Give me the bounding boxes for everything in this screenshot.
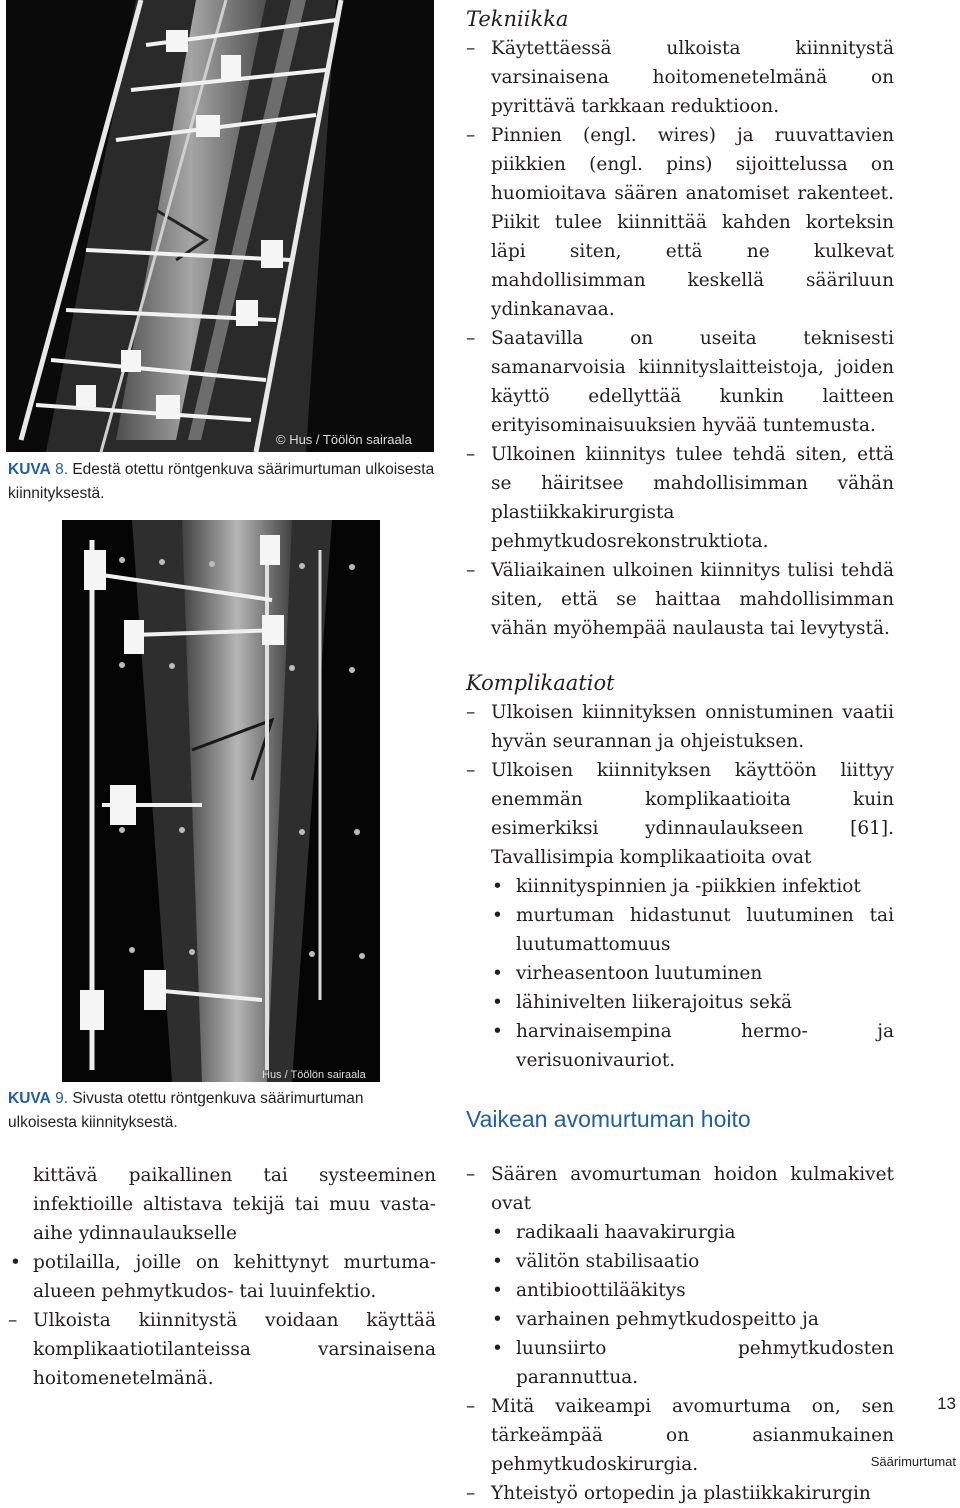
page-number: 13 (937, 1394, 956, 1413)
list-item: • kiinnityspinnien ja -piikkien infektiot (466, 872, 894, 901)
continued-paragraph: kittävä paikallinen tai systeeminen infektioille altistava tekijä tai muu vasta-aihe ydinnaulaukselle (33, 1165, 436, 1244)
figure-9-caption (8, 1087, 436, 1135)
running-footer: Säärimurtumat (870, 1454, 956, 1469)
section-heading-tekniikka: Tekniikka (466, 7, 569, 31)
list-item: • potilailla, joille on kehittynyt murtuma-alueen pehmytkudos- tai luuinfektio. (8, 1248, 436, 1306)
list-item: – Käytettäessä ulkoista kiinnitystä varsinaisena hoitomenetelmänä on pyrittävä tarkkaan reduktioon. (466, 34, 894, 121)
list-item: • harvinaisempina hermo- ja verisuonivauriot. (466, 1017, 894, 1075)
list-item: • lähinivelten liikerajoitus sekä (466, 988, 894, 1017)
xray-figure-8 (6, 0, 434, 452)
list-item: – Ulkoisen kiinnityksen onnistuminen vaatii hyvän seurannan ja ohjeistuksen. (466, 698, 894, 756)
list-item: – Yhteistyö ortopedin ja plastiikkakirurgin (466, 1479, 894, 1508)
list-item: • radikaali haavakirurgia (466, 1218, 894, 1247)
caption-number: 8. (55, 461, 69, 478)
list-item: – Mitä vaikeampi avomurtuma on, sen tärkeämpää on asianmukainen pehmytkudoskirurgia. (466, 1392, 894, 1479)
xray-figure-9 (62, 520, 380, 1082)
xray-8-credit: © Hus / Töölön sairaala (276, 432, 412, 447)
section-heading-komplikaatiot: Komplikaatiot (466, 671, 615, 695)
caption-label: KUVA (8, 1090, 51, 1107)
list-item: – Väliaikainen ulkoinen kiinnitys tulisi tehdä siten, että se haittaa mahdollisimman vähän myöhempää naulausta tai levytystä. (466, 556, 894, 643)
xray-9-image (62, 520, 380, 1082)
caption-text: Sivusta otettu röntgenkuva säärimurtuman ulkoisesta kiinnityksestä. (8, 1090, 364, 1131)
caption-number: 9. (55, 1090, 69, 1107)
list-item: • luunsiirto pehmytkudosten parannuttua. (466, 1334, 894, 1392)
list-item: • virheasentoon luutuminen (466, 959, 894, 988)
xray-9-credit: Hus / Töölön sairaala (262, 1069, 366, 1081)
list-item: – Saatavilla on useita teknisesti samanarvoisia kiinnityslaitteistoja, joiden käyttö edellyttää kunkin laitteen erityisominaisuuksien hyvää tuntemusta. (466, 324, 894, 440)
xray-8-image (6, 0, 434, 452)
list-item: – Ulkoisen kiinnityksen käyttöön liittyy enemmän komplikaatioita kuin esimerkiksi ydinnaulaukseen [61]. Tavallisimpia komplikaatioita ovat (466, 756, 894, 872)
caption-text: Edestä otettu röntgenkuva säärimurtuman ulkoisesta kiinnityksestä. (8, 461, 435, 502)
list-item: – Pinnien (engl. wires) ja ruuvattavien piikkien (engl. pins) sijoittelussa on huomioitava säären anatomiset rakenteet. Piikit tulee kiinnittää kahden korteksin läpi siten, että ne kulkevat mahdollisimman keskellä sääriluun ydinkanavaa. (466, 121, 894, 324)
list-item: • varhainen pehmytkudospeitto ja (466, 1305, 894, 1334)
list-item: • välitön stabilisaatio (466, 1247, 894, 1276)
list-item: – Ulkoista kiinnitystä voidaan käyttää komplikaatiotilanteissa varsinaisena hoitomenetelmänä. (8, 1306, 436, 1393)
right-column-text (466, 5, 894, 1508)
list-item: – Ulkoinen kiinnitys tulee tehdä siten, että se häiritsee mahdollisimman vähän plastiikkakirurgista pehmytkudosrekonstruktiota. (466, 440, 894, 556)
list-item: • murtuman hidastunut luutuminen tai luutumattomuus (466, 901, 894, 959)
left-column-text (8, 1161, 436, 1393)
caption-label: KUVA (8, 461, 51, 478)
list-item: • antibioottilääkitys (466, 1276, 894, 1305)
section-heading-avomurtuma: Vaikean avomurtuman hoito (466, 1106, 751, 1132)
list-item: – Säären avomurtuman hoidon kulmakivet ovat (466, 1160, 894, 1218)
figure-8-caption (8, 458, 436, 506)
